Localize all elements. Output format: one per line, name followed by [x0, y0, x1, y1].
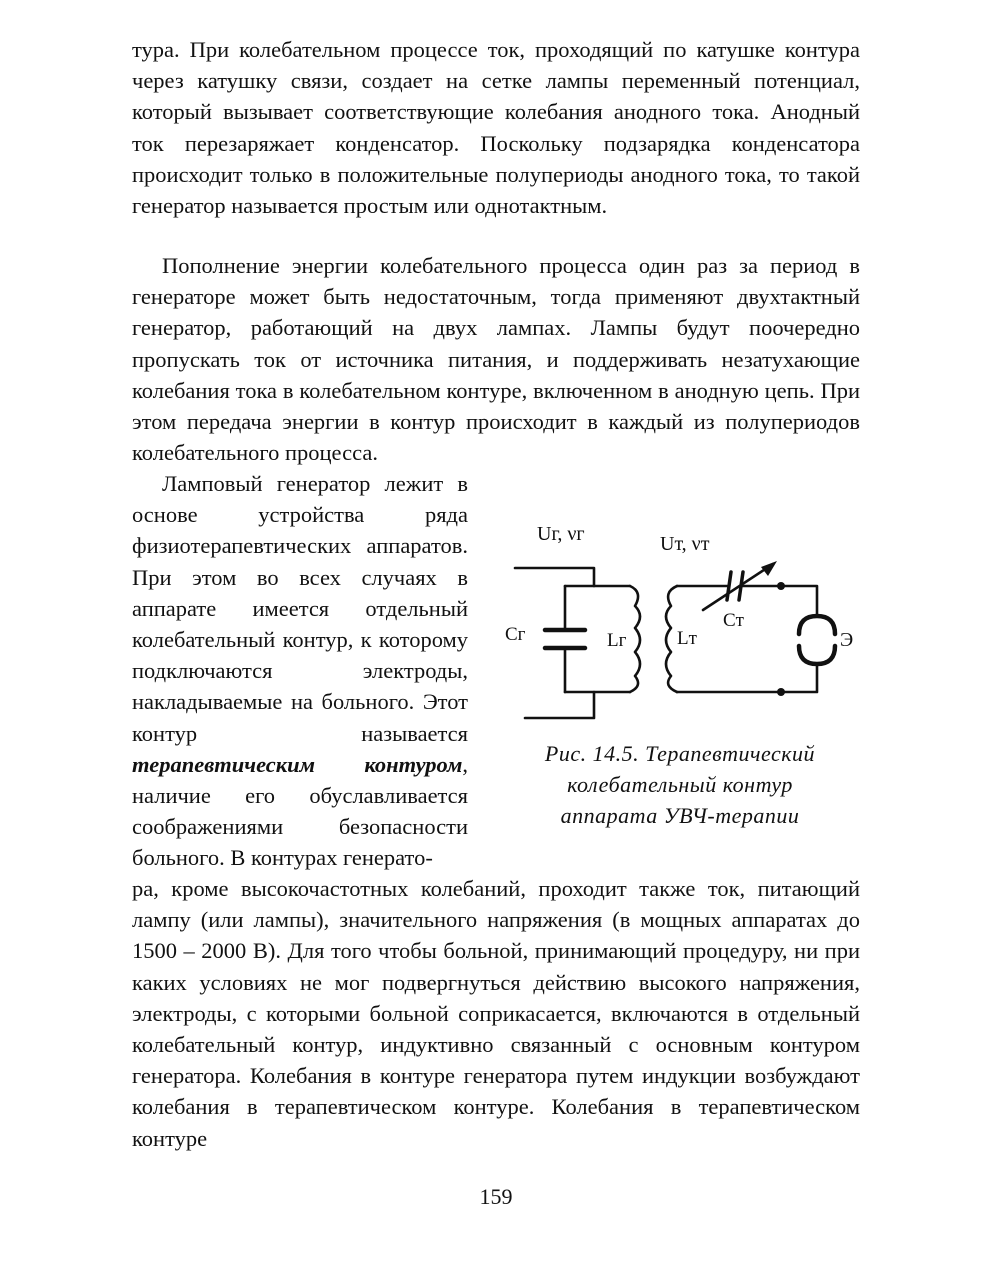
label-electrode: Э	[840, 629, 854, 651]
paragraph-3-text-start: Ламповый генератор лежит в основе устройства ряда физиотерапевтических аппаратов. При этом во всех случаях в аппарате имеется отдельный колебательный контур, к которому подключаются электроды, накладываемые на больного. Этот контур называется	[132, 471, 468, 746]
capacitor-generator-plates	[545, 630, 585, 648]
figure-caption-line-2: колебательный контур	[567, 772, 793, 797]
circuit-diagram	[495, 518, 865, 728]
paragraph-1: тура. При колебательном процессе ток, проходящий по катушке контура через катушку связи, создает на сетке лампы переменный потенциал, который вызывает соответствующие колебания анодного тока. Анодный ток перезаряжает конденсатор. Поскольку подзарядка конденсатора происходит только в положительные полупериоды анодного тока, то такой генератор называется простым или однотактным.	[132, 37, 860, 219]
generator-top-lead	[515, 568, 594, 586]
electrode-top	[799, 616, 835, 634]
label-therapeutic-voltage: Uт, νт	[660, 533, 710, 555]
label-inductor-therapeutic: Lт	[677, 628, 697, 649]
label-inductor-generator: Lг	[607, 630, 627, 651]
junction-dot-top	[777, 582, 785, 590]
inductor-therapeutic	[666, 586, 677, 692]
paragraph-4: ра, кроме высокочастотных колебаний, проходит также ток, питающий лампу (или лампы), значительного напряжения (в мощных аппаратах до 1500 – 2000 В). Для того чтобы больной, принимающий процедуру, ни при каких условиях не мог подвергнуться действию высокого напряжения, электроды, с которыми больной соприкасается, включаются в отдельный колебательный контур, индуктивно связанный с основным контуром генератора. Колебания в контуре генератора путем индукции возбуждают колебания в терапевтическом контуре. Колебания в терапевтическом контуре	[132, 876, 860, 1151]
figure-caption-line-1: Рис. 14.5. Терапевтический	[544, 741, 816, 766]
page-number: 159	[479, 1184, 513, 1209]
label-capacitor-generator: Cг	[505, 624, 526, 645]
label-capacitor-therapeutic: Cт	[723, 610, 744, 631]
electrode-bottom	[799, 646, 835, 664]
paragraph-3-text-end: , наличие его обуславливается соображениями безопасности больного. В контурах генерато-	[132, 751, 468, 871]
therapeutic-top-wire	[677, 586, 817, 616]
generator-bottom-lead	[525, 692, 594, 718]
therapeutic-bottom-wire	[677, 664, 817, 692]
junction-dot-bottom	[777, 688, 785, 696]
inductor-generator	[630, 586, 640, 692]
figure-caption	[490, 738, 870, 831]
label-generator-voltage: Uг, νг	[537, 523, 585, 545]
figure-caption-line-3: аппарата УВЧ-терапии	[560, 803, 800, 828]
paragraph-2: Пополнение энергии колебательного процесса один раз за период в генераторе может быть недостаточным, тогда применяют двухтактный генератор, работающий на двух лампах. Лампы будут поочередно пропускать ток от источника питания, и поддерживать незатухающие колебания тока в колебательном контуре, включенном в анодную цепь. При этом передача энергии в контур происходит в каждый из полупериодов колебательного процесса.	[132, 253, 860, 466]
term-therapeutic-circuit: терапевтическим контуром	[132, 751, 463, 777]
capacitor-therapeutic-arrowhead	[761, 561, 777, 576]
paragraph-3	[132, 468, 468, 874]
